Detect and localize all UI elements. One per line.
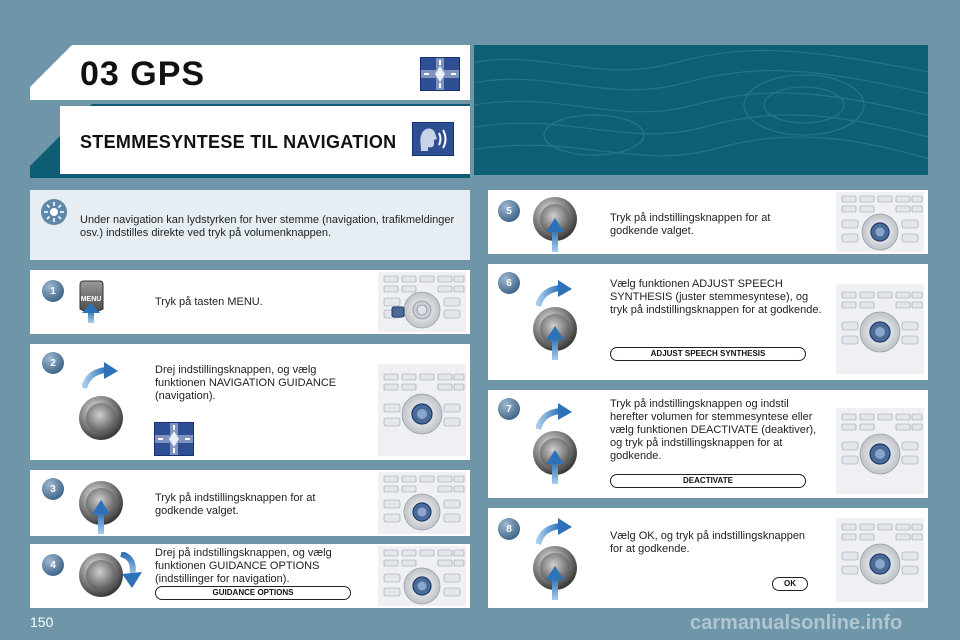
radio-panel-illustration	[836, 518, 924, 602]
step-number-badge-4: 4	[42, 554, 64, 576]
menu-key-icon	[78, 279, 104, 331]
step-text-2: Drej indstillingsknappen, og vælg funktionen NAVIGATION GUIDANCE (navigation).	[155, 364, 337, 402]
step-text-8: Vælg OK, og tryk på indstillingsknappen for at godkende.	[610, 530, 806, 555]
option-label-deactivate: DEACTIVATE	[610, 474, 806, 488]
decorative-header-graphic	[474, 45, 928, 175]
watermark: carmanualsonline.info	[690, 612, 903, 634]
step-number-badge-1: 1	[42, 280, 64, 302]
rotate-arrow-icon	[536, 280, 572, 308]
step-text-4: Drej på indstillingsknappen, og vælg funktionen GUIDANCE OPTIONS (indstillinger for navigation).	[155, 547, 332, 585]
push-arrow-icon	[92, 500, 110, 534]
step-number-badge-8: 8	[498, 518, 520, 540]
page-title: 03 GPS	[80, 55, 206, 93]
section-subtitle: STEMMESYNTESE TIL NAVIGATION	[80, 132, 397, 152]
radio-panel-illustration	[836, 284, 924, 374]
radio-panel-illustration	[378, 272, 466, 332]
radio-panel-illustration	[836, 192, 924, 252]
rotate-down-arrow-icon	[118, 552, 144, 588]
step-text-3: Tryk på indstillingsknappen for at godkende valget.	[155, 492, 316, 517]
push-arrow-icon	[546, 218, 564, 252]
option-label-guidance-options: GUIDANCE OPTIONS	[155, 586, 351, 600]
note-text: Under navigation kan lydstyrken for hver stemme (navigation, trafikmeldinger osv.) indstilles direkte ved tryk på volumenknappen.	[80, 214, 455, 239]
step-number-badge-7: 7	[498, 398, 520, 420]
setting-knob-icon	[78, 395, 124, 441]
radio-panel-illustration	[378, 364, 466, 456]
step-text-5: Tryk på indstillingsknappen for at godkende valget.	[610, 212, 771, 237]
radio-panel-illustration	[378, 472, 466, 534]
push-arrow-icon	[546, 566, 564, 600]
step-number-badge-5: 5	[498, 200, 520, 222]
speech-synthesis-icon	[412, 122, 454, 156]
menu-key-label: MENU	[80, 296, 102, 303]
rotate-arrow-icon	[536, 518, 572, 546]
step-text-7: Tryk på indstillingsknappen og indstil herefter volumen for stemmesyntese eller vælg funktionen DEACTIVATE (deaktiver), og tryk på indstillingsknappen for at godkende.	[610, 398, 817, 462]
rotate-arrow-icon	[536, 403, 572, 431]
step-text-1: Tryk på tasten MENU.	[155, 296, 263, 308]
rotate-arrow-icon	[82, 362, 118, 390]
step-number-badge-6: 6	[498, 272, 520, 294]
navigation-crossroads-icon	[420, 57, 460, 91]
push-arrow-icon	[546, 326, 564, 360]
push-arrow-icon	[546, 450, 564, 484]
navigation-crossroads-icon	[154, 422, 194, 456]
radio-panel-illustration	[378, 546, 466, 606]
option-label-adjust-speech-synthesis: ADJUST SPEECH SYNTHESIS	[610, 347, 806, 361]
step-number-badge-2: 2	[42, 352, 64, 374]
radio-panel-illustration	[836, 408, 924, 494]
option-label-ok: OK	[772, 577, 808, 591]
page-number: 150	[30, 614, 54, 630]
step-number-badge-3: 3	[42, 478, 64, 500]
tip-sun-icon	[40, 198, 68, 226]
step-text-6: Vælg funktionen ADJUST SPEECH SYNTHESIS (juster stemmesyntese), og tryk på indstillingsknappen for at godkende.	[610, 278, 822, 316]
